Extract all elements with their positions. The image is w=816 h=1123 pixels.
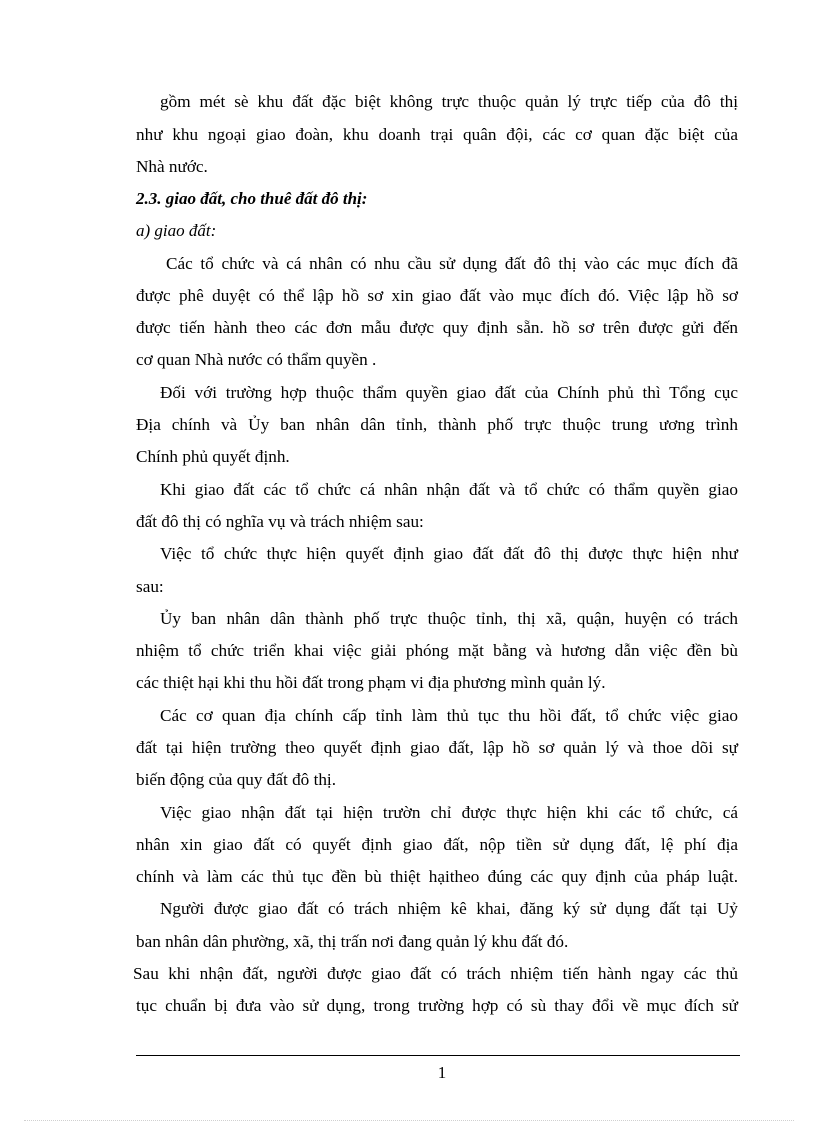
body-line: chính và làm các thủ tục đền bù thiệt hạitheo đúng các quy định của pháp luật. [136,867,738,886]
body-line: Các cơ quan địa chính cấp tỉnh làm thủ tục thu hồi đất, tổ chức việc giao [160,706,738,725]
body-line: Ủy ban nhân dân thành phố trực thuộc tỉnh, thị xã, quận, huyện có trách [160,609,738,628]
body-line: như khu ngoại giao đoàn, khu doanh trại quân đội, các cơ quan đặc biệt của [136,125,738,144]
body-line: cơ quan Nhà nước có thẩm quyền . [136,350,377,369]
body-line: Nhà nước. [136,157,208,176]
body-line: đất đô thị có nghĩa vụ và trách nhiệm sau: [136,512,424,531]
body-line: Các tổ chức và cá nhân có nhu cầu sử dụng đất đô thị vào các mục đích đã [166,254,738,273]
body-line: Khi giao đất các tổ chức cá nhân nhận đất và tổ chức có thẩm quyền giao [160,480,738,499]
body-line: Người được giao đất có trách nhiệm kê khai, đăng ký sử dụng đất tại Uỷ [160,899,738,918]
body-line: sau: [136,577,164,596]
body-line: Đối với trường hợp thuộc thẩm quyền giao đất của Chính phủ thì Tổng cục [160,383,738,402]
body-line: ban nhân dân phường, xã, thị trấn nơi đang quản lý khu đất đó. [136,932,569,951]
page-number: 1 [437,1063,447,1082]
body-line: gồm mét sè khu đất đặc biệt không trực thuộc quản lý trực tiếp của đô thị [160,92,738,111]
footer-rule [136,1055,740,1056]
body-line: được tiến hành theo các đơn mẫu được quy định sẵn. hồ sơ trên được gửi đến [136,318,738,337]
body-line: Việc tổ chức thực hiện quyết định giao đất đất đô thị được thực hiện như [160,544,738,563]
body-line: Việc giao nhận đất tại hiện trườn chỉ được thực hiện khi các tổ chức, cá [160,803,738,822]
body-line: Chính phủ quyết định. [136,447,290,466]
body-line: Sau khi nhận đất, người được giao đất có trách nhiệm tiến hành ngay các thủ [133,964,738,983]
body-line: nhiệm tổ chức triển khai việc giải phóng mặt bằng và hương dẫn việc đền bù [136,641,738,660]
body-line: các thiệt hại khi thu hồi đất trong phạm vi địa phương mình quản lý. [136,673,606,692]
body-line: biến động của quy đất đô thị. [136,770,337,789]
body-line: được phê duyệt có thể lập hồ sơ xin giao đất vào mục đích đó. Việc lập hồ sơ [136,286,738,305]
body-line: nhân xin giao đất có quyết định giao đất, nộp tiền sử dụng đất, lệ phí địa [136,835,738,854]
body-line: tục chuẩn bị đưa vào sử dụng, trong trường hợp có sù thay đổi về mục đích sử [136,996,738,1015]
page-bottom-dotted-border [24,1120,794,1121]
section-heading: 2.3. giao đất, cho thuê đất đô thị: [136,189,368,208]
subsection-heading: a) giao đất: [136,221,217,240]
body-line: Địa chính và Ủy ban nhân dân tỉnh, thành phố trực thuộc trung ương trình [136,415,738,434]
body-line: đất tại hiện trường theo quyết định giao đất, lập hồ sơ quản lý và thoe dõi sự [136,738,738,757]
